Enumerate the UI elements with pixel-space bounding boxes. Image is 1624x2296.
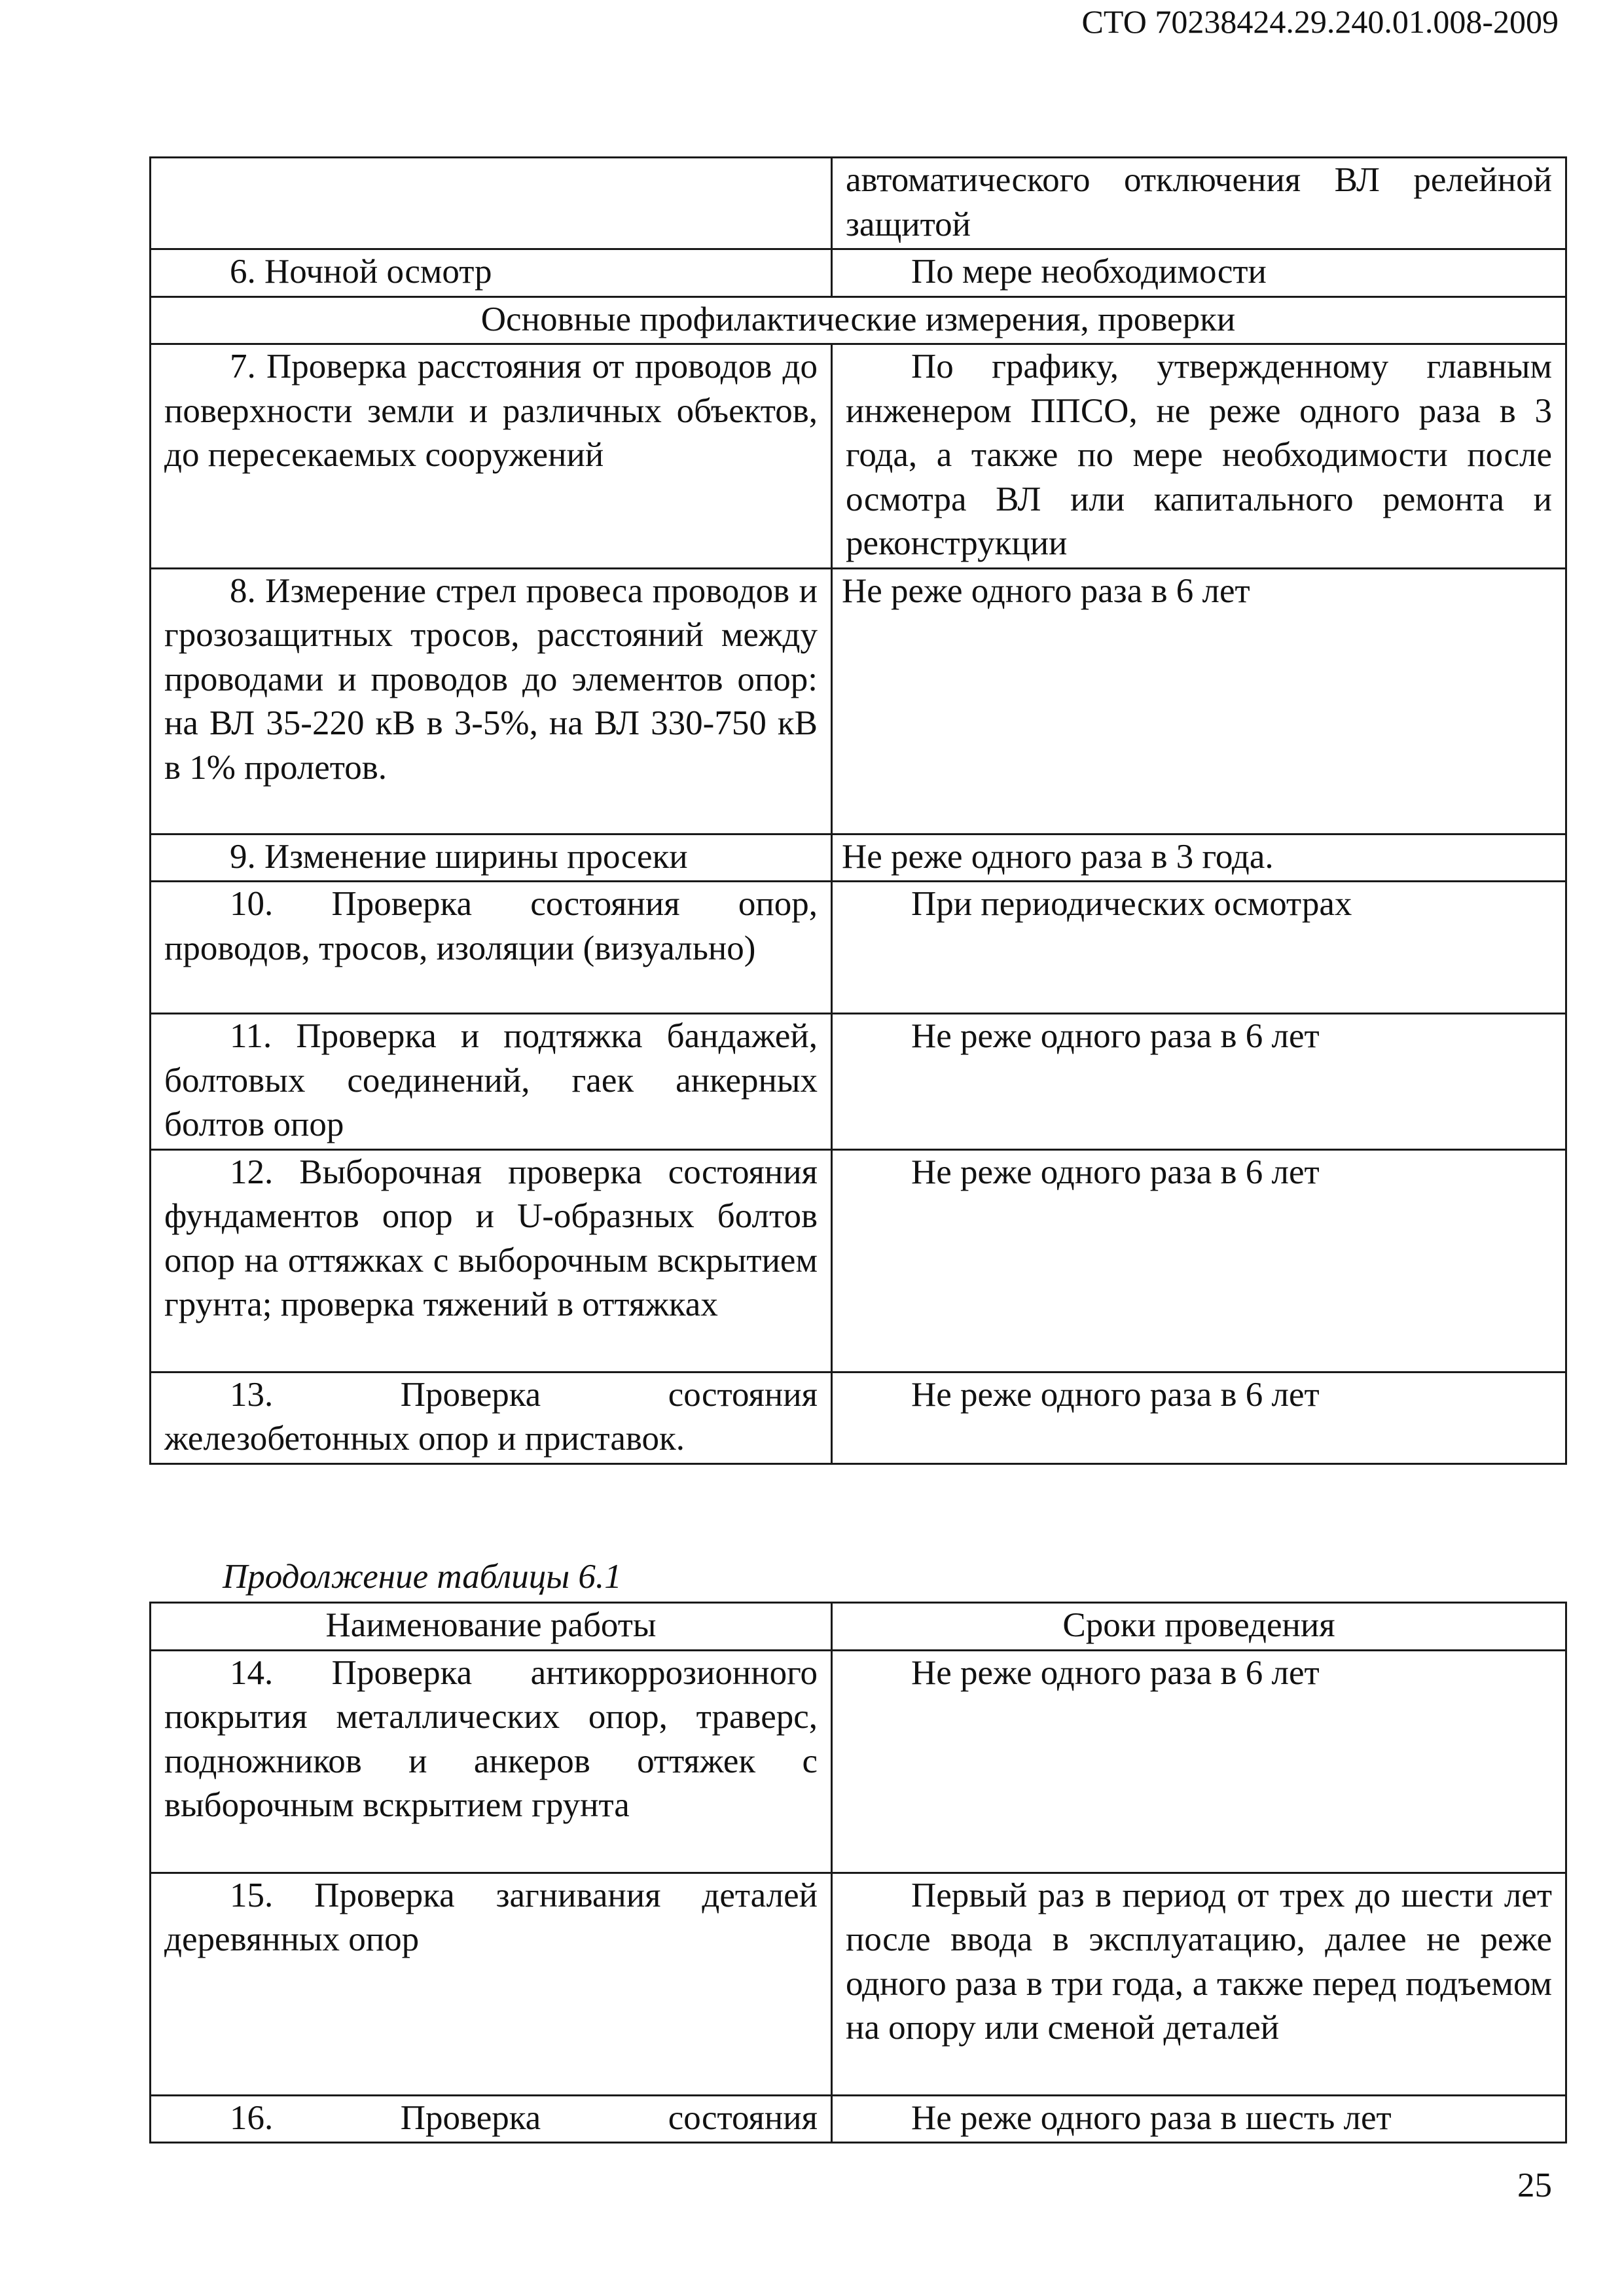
work-cell (151, 158, 832, 249)
schedule-cell: Не реже одного раза в 6 лет (832, 568, 1566, 834)
schedule-cell: Не реже одного раза в 6 лет (832, 1149, 1566, 1372)
section-row (151, 296, 1566, 344)
schedule-cell: Не реже одного раза в 6 лет (832, 1372, 1566, 1463)
work-cell: 12. Выборочная проверка состояния фундаментов опор и U-образных болтов опор на оттяжках с выборочным вскрытием грунта; проверка тяжений в оттяжках (151, 1149, 832, 1372)
table-row (151, 882, 1566, 1014)
maintenance-table-continuation (149, 1602, 1567, 2144)
schedule-cell: Первый раз в период от трех до шести лет после ввода в эксплуатацию, далее не реже одного раза в три года, а также перед подъемом на опору или сменой деталей (832, 1873, 1566, 2095)
work-cell: 14. Проверка антикоррозионного покрытия металлических опор, траверс, подножников и анкеров оттяжек с выборочным вскрытием грунта (151, 1650, 832, 1873)
maintenance-table (149, 156, 1567, 1465)
schedule-cell: Не реже одного раза в шесть лет (832, 2095, 1566, 2143)
schedule-cell: автоматического отключения ВЛ релейной защитой (832, 158, 1566, 249)
table-row (151, 1650, 1566, 1873)
schedule-cell: Не реже одного раза в 6 лет (832, 1650, 1566, 1873)
work-cell: 13. Проверка состояния железобетонных опор и приставок. (151, 1372, 832, 1463)
table-row (151, 834, 1566, 882)
table-row (151, 1014, 1566, 1150)
table-row (151, 249, 1566, 297)
column-header-work: Наименование работы (151, 1603, 832, 1651)
table-row (151, 344, 1566, 569)
schedule-cell: По мере необходимости (832, 249, 1566, 297)
section-heading: Основные профилактические измерения, проверки (151, 296, 1566, 344)
schedule-cell: Не реже одного раза в 3 года. (832, 834, 1566, 882)
table-row (151, 2095, 1566, 2143)
work-cell: 11. Проверка и подтяжка бандажей, болтовых соединений, гаек анкерных болтов опор (151, 1014, 832, 1150)
continuation-caption: Продолжение таблицы 6.1 (223, 1558, 622, 1596)
schedule-cell: При периодических осмотрах (832, 882, 1566, 1014)
table-row (151, 1149, 1566, 1372)
work-cell: 10. Проверка состояния опор, проводов, тросов, изоляции (визуально) (151, 882, 832, 1014)
work-cell: 8. Измерение стрел провеса проводов и грозозащитных тросов, расстояний между проводами и проводов до элементов опор: на ВЛ 35-220 кВ в 3-5%, на ВЛ 330-750 кВ в 1% пролетов. (151, 568, 832, 834)
work-cell: 9. Изменение ширины просеки (151, 834, 832, 882)
table-row (151, 158, 1566, 249)
table-row (151, 1372, 1566, 1463)
table-row (151, 1873, 1566, 2095)
schedule-cell: Не реже одного раза в 6 лет (832, 1014, 1566, 1150)
header-row (151, 1603, 1566, 1651)
work-cell: 16. Проверка состояния (151, 2095, 832, 2143)
work-cell: 6. Ночной осмотр (151, 249, 832, 297)
table-row (151, 568, 1566, 834)
work-cell: 7. Проверка расстояния от проводов до поверхности земли и различных объектов, до пересекаемых сооружений (151, 344, 832, 569)
work-cell: 15. Проверка загнивания деталей деревянных опор (151, 1873, 832, 2095)
schedule-cell: По графику, утвержденному главным инженером ППСО, не реже одного раза в 3 года, а также по мере необходимости после осмотра ВЛ или капитального ремонта и реконструкции (832, 344, 1566, 569)
document-code: СТО 70238424.29.240.01.008-2009 (1081, 3, 1559, 40)
column-header-schedule: Сроки проведения (832, 1603, 1566, 1651)
page-number: 25 (1517, 2166, 1552, 2204)
